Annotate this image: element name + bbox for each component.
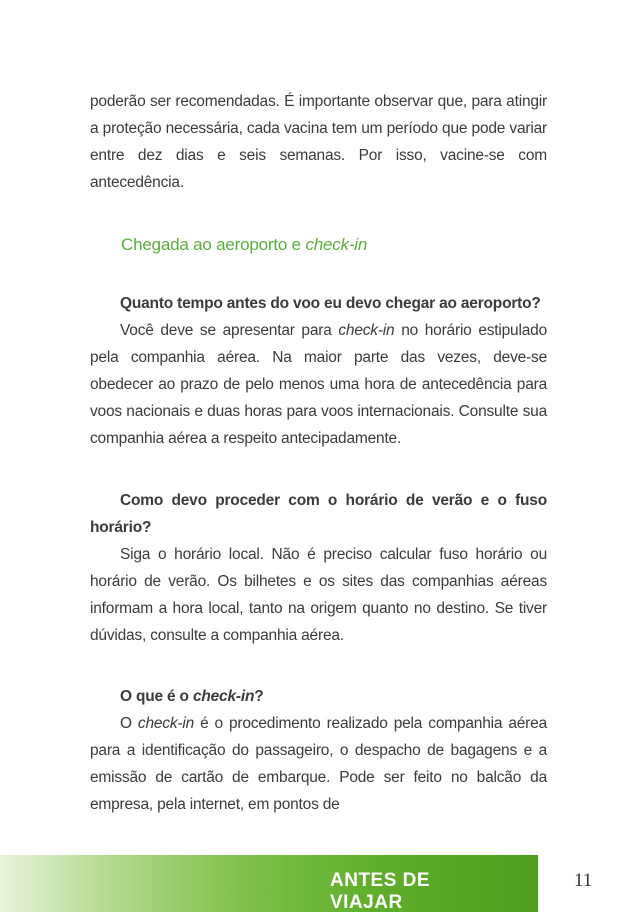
- answer-2: Siga o horário local. Não é preciso calcular fuso horário ou horário de verão. Os bilhetes e os sites das companhias aéreas informam a hora local, tanto na origem quanto no destino. Se tiver dúvidas, consulte a companhia aérea.: [90, 546, 547, 644]
- intro-paragraph: [90, 88, 547, 196]
- question-3: [90, 683, 547, 710]
- page-number: 11: [574, 870, 593, 891]
- answer-1-emphasis: check-in: [338, 322, 395, 339]
- question-1: Quanto tempo antes do voo eu devo chegar ao aeroporto?: [120, 295, 541, 312]
- answer-3-prefix: O: [120, 715, 138, 732]
- section-heading-prefix: Chegada ao aeroporto e: [121, 235, 306, 254]
- answer-3-emphasis: check-in: [137, 715, 195, 732]
- section-heading: [121, 235, 367, 255]
- answer-1-suffix: no horário estipulado pela companhia aérea. Na maior parte das vezes, deve-se obedecer ao prazo de pelo menos uma hora de antecedência para voos nacionais e duas horas para voos internacionais. Consulte sua companhia aérea a respeito antecipadamente.: [90, 322, 547, 447]
- answer-1: [90, 317, 547, 452]
- qa-item-2: [90, 487, 547, 649]
- question-3-prefix: O que é o: [120, 688, 193, 705]
- question-3-emphasis: check-in: [192, 688, 255, 705]
- intro-text: poderão ser recomendadas. É importante observar que, para atingir a proteção necessária, cada vacina tem um período que pode variar entre dez dias e seis semanas. Por isso, vacine-se com antecedência.: [90, 93, 547, 191]
- question-2: Como devo proceder com o horário de verão e o fuso horário?: [90, 492, 547, 536]
- answer-3: [90, 710, 547, 818]
- qa-item-3: [90, 683, 547, 818]
- footer-section-label: ANTES DE VIAJAR: [330, 870, 431, 913]
- qa-item-1: [90, 290, 547, 452]
- section-heading-emphasis: check-in: [305, 235, 368, 254]
- answer-1-prefix: Você deve se apresentar para: [120, 322, 339, 339]
- question-3-suffix: ?: [254, 688, 264, 705]
- answer-3-suffix: é o procedimento realizado pela companhia aérea para a identificação do passageiro, o despacho de bagagens e a emissão de cartão de embarque. Pode ser feito no balcão da empresa, pela internet, em pontos de: [90, 715, 547, 813]
